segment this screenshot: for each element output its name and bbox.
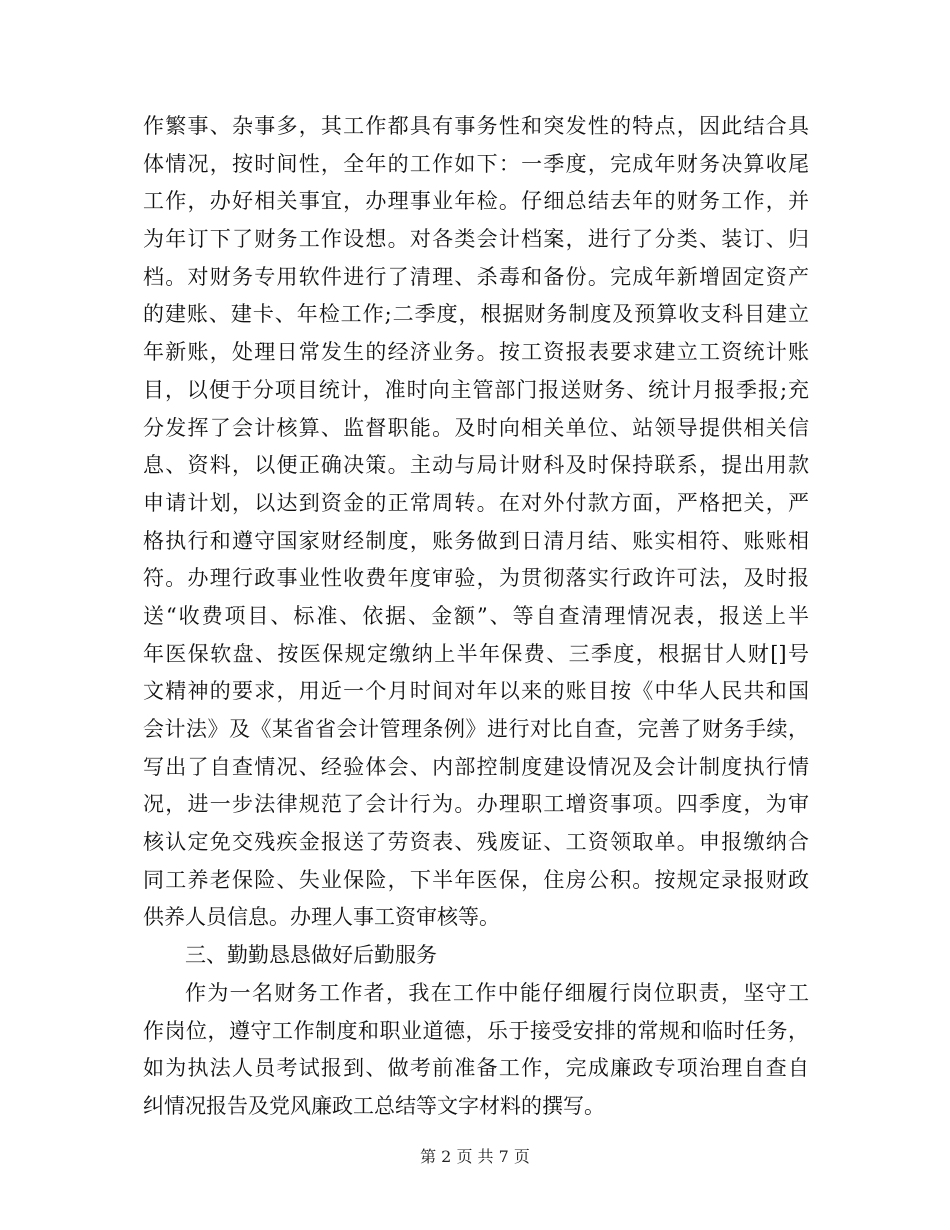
body-line: 息、资料，以便正确决策。主动与局计财科及时保持联系，提出用款 [143,453,809,478]
body-line: 格执行和遵守国家财经制度，账务做到日清月结、账实相符、账账相 [143,528,809,553]
body-line: 为年订下了财务工作设想。对各类会计档案，进行了分类、装订、归 [143,227,809,252]
body-line: 同工养老保险、失业保险，下半年医保，住房公积。按规定录报财政 [143,867,809,892]
page-number-footer: 第 2 页 共 7 页 [420,1147,530,1166]
body-line-last: 供养人员信息。办理人事工资审核等。 [143,905,500,930]
body-line: 申请计划，以达到资金的正常周转。在对外付款方面，严格把关，严 [143,490,809,515]
body-line: 分发挥了会计核算、监督职能。及时向相关单位、站领导提供相关信 [143,415,809,440]
body-line: 核认定免交残疾金报送了劳资表、残废证、工资领取单。申报缴纳合 [143,830,809,855]
body-line: 的建账、建卡、年检工作;二季度，根据财务制度及预算收支科目建立 [143,302,809,327]
body-line: 体情况，按时间性，全年的工作如下：一季度，完成年财务决算收尾 [143,151,809,176]
section-heading: 三、勤勤恳恳做好后勤服务 [185,943,437,968]
body-line: 送“收费项目、标准、依据、金额”、等自查清理情况表，报送上半 [143,603,809,628]
paragraph-line: 如为执法人员考试报到、做考前准备工作，完成廉政专项治理自查自 [143,1056,809,1081]
body-line: 作繁事、杂事多，其工作都具有事务性和突发性的特点，因此结合具 [143,114,809,138]
paragraph-line: 作岗位，遵守工作制度和职业道德，乐于接受安排的常规和临时任务， [143,1018,809,1043]
body-line: 文精神的要求，用近一个月时间对年以来的账目按《中华人民共和国 [143,679,809,704]
body-line: 目，以便于分项目统计，准时向主管部门报送财务、统计月报季报;充 [143,377,809,402]
body-line: 会计法》及《某省省会计管理条例》进行对比自查，完善了财务手续， [143,717,809,741]
body-line: 档。对财务专用软件进行了清理、杀毒和备份。完成年新增固定资产 [143,264,809,289]
body-line: 况，进一步法律规范了会计行为。办理职工增资事项。四季度，为审 [143,792,809,817]
body-line: 符。办理行政事业性收费年度审验，为贯彻落实行政许可法，及时报 [143,566,809,591]
document-body [143,108,809,1126]
paragraph-first-line: 作为一名财务工作者，我在工作中能仔细履行岗位职责，坚守工 [185,980,809,1005]
body-line: 写出了自查情况、经验体会、内部控制度建设情况及会计制度执行情 [143,754,809,779]
paragraph-last-line: 纠情况报告及党风廉政工总结等文字材料的撰写。 [143,1093,605,1118]
body-line: 年新账，处理日常发生的经济业务。按工资报表要求建立工资统计账 [143,340,809,365]
body-line: 工作，办好相关事宜，办理事业年检。仔细总结去年的财务工作，并 [143,189,809,214]
body-line: 年医保软盘、按医保规定缴纳上半年保费、三季度，根据甘人财[]号 [143,641,809,666]
